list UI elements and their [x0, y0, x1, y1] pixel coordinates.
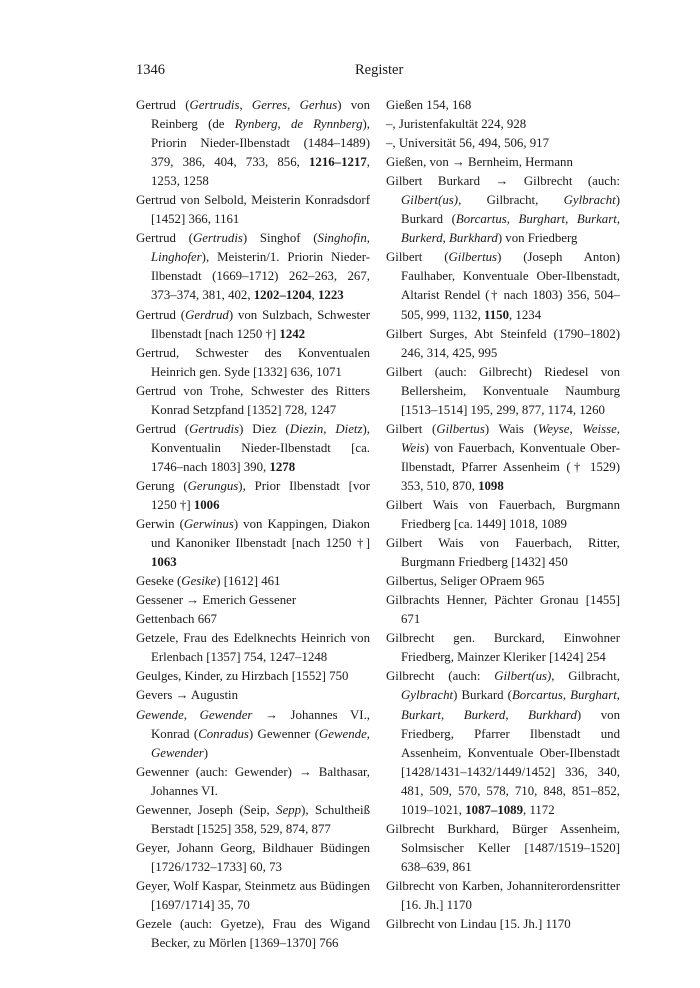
index-entry: Gilbrecht gen. Burckard, Einwohner Friedberg, Mainzer Kleriker [1424] 254 — [386, 631, 620, 665]
index-entry: Gertrud (Gertrudis) Diez (Diezin, Dietz), Konventualin Nieder-Ilbenstadt [ca. 1746–nach 1803] 390, 1278 — [136, 421, 371, 474]
index-entry: Gewenner, Joseph (Seip, Sepp), Schultheiß Berstadt [1525] 358, 529, 874, 877 — [136, 802, 370, 836]
index-entry: Geseke (Gesike) [1612] 461 — [136, 574, 281, 589]
index-entry: Gilbertus, Seliger OPraem 965 — [386, 574, 545, 589]
index-entry: Gertrud (Gertrudis, Gerres, Gerhus) von Reinberg (de Rynberg, de Rynnberg), Priorin Nieder-Ilbenstadt (1484–1489) 379, 386, 404, 733, 856, 1216–1217, 1253, 1258 — [136, 98, 371, 189]
index-entry: Gilbert (Gilbertus) Wais (Weyse, Weisse, Weis) von Fauerbach, Konventuale Ober-Ilbenstadt, Pfarrer Assenheim († 1529) 353, 510, 870, 1098 — [386, 421, 621, 493]
index-entry: Gevers → Augustin — [136, 688, 239, 703]
index-entry: Gertrud von Selbold, Meisterin Konradsdorf [1452] 366, 1161 — [136, 193, 370, 227]
index-entry: Gertrud von Trohe, Schwester des Ritters Konrad Setzpfand [1352] 728, 1247 — [136, 383, 370, 417]
page-number: 1346 — [136, 62, 165, 78]
index-entry: Gilbert Surges, Abt Steinfeld (1790–1802) 246, 314, 425, 995 — [386, 326, 620, 360]
index-entry: Gilbert Wais von Fauerbach, Burgmann Friedberg [ca. 1449] 1018, 1089 — [386, 497, 620, 532]
index-entry: Gewenner (auch: Gewender) → Balthasar, Johannes VI. — [136, 764, 370, 798]
index-entry: Gießen, von → Bernheim, Hermann — [386, 155, 573, 170]
index-entry: Gießen 154, 168 — [386, 98, 472, 112]
index-entry: Geyer, Wolf Kaspar, Steinmetz aus Büdingen [1697/1714] 35, 70 — [136, 878, 370, 912]
index-entry: Gilbrecht von Karben, Johanniterordensritter [16. Jh.] 1170 — [386, 878, 620, 912]
index-entry: –, Juristenfakultät 224, 928 — [386, 117, 527, 132]
index-entry: Gewende, Gewender → Johannes VI., Konrad (Conradus) Gewenner (Gewende, Gewender) — [136, 707, 370, 760]
index-entry: Gilbert Burkard → Gilbrecht (auch: Gilbert(us), Gilbracht, Gylbracht) Burkard (Borcartus, Burghart, Burkart, Burkerd, Burkhard) von Friedberg — [386, 174, 621, 246]
index-entry: Gerung (Gerungus), Prior Ilbenstadt [vor 1250 †] 1006 — [136, 478, 370, 512]
index-entry: Gerwin (Gerwinus) von Kappingen, Diakon und Kanoniker Ilbenstadt [nach 1250 †] 1063 — [136, 517, 370, 570]
index-entry: Gilbert Wais von Fauerbach, Ritter, Burgmann Friedberg [1432] 450 — [386, 536, 620, 570]
index-entry: Gilbrecht von Lindau [15. Jh.] 1170 — [386, 917, 571, 932]
index-entry: Getzele, Frau des Edelknechts Heinrich von Erlenbach [1357] 754, 1247–1248 — [136, 631, 370, 665]
index-entry: Gettenbach 667 — [136, 612, 217, 627]
index-entry: Gertrud (Gertrudis) Singhof (Singhofin, Linghofer), Meisterin/1. Priorin Nieder-Ilbenstadt (1669–1712) 262–263, 267, 373–374, 381, 402, 1202–1204, 1223 — [136, 231, 371, 303]
index-entry: Gertrud (Gerdrud) von Sulzbach, Schwester Ilbenstadt [nach 1250 †] 1242 — [136, 307, 370, 341]
index-entry: Geyer, Johann Georg, Bildhauer Büdingen [1726/1732–1733] 60, 73 — [136, 840, 370, 874]
index-entry: Gertrud, Schwester des Konventualen Heinrich gen. Syde [1332] 636, 1071 — [136, 345, 370, 379]
index-entry: Gilbrecht Burkhard, Bürger Assenheim, Solmsischer Keller [1487/1519–1520] 638–639, 861 — [386, 821, 620, 874]
index-column-right — [386, 96, 620, 934]
index-entry: Geulges, Kinder, zu Hirzbach [1552] 750 — [136, 669, 349, 684]
index-column-left — [136, 96, 370, 953]
index-entry: Gezele (auch: Gyetze), Frau des Wigand Becker, zu Mörlen [1369–1370] 766 — [136, 917, 370, 951]
running-title: Register — [355, 62, 404, 78]
index-entry: Gilbert (Gilbertus) (Joseph Anton) Faulhaber, Konventuale Ober-Ilbenstadt, Altarist Rendel († nach 1803) 356, 504–505, 999, 1132, 1150, 1234 — [386, 250, 620, 322]
index-entry: Gilbert (auch: Gilbrecht) Riedesel von Bellersheim, Konventuale Naumburg [1513–1514] 195, 299, 877, 1174, 1260 — [386, 364, 620, 417]
index-entry: Gilbrachts Henner, Pächter Gronau [1455] 671 — [386, 593, 620, 627]
index-entry: Gilbrecht (auch: Gilbert(us), Gilbracht, Gylbracht) Burkard (Borcartus, Burghart, Burkart, Burkerd, Burkhard) von Friedberg, Pfarrer Ilbenstadt und Assenheim, Konventuale Ober-Ilbenstadt [1428/1431–1432/1449/1452] 336, 340, 481, 509, 570, 578, 710, 848, 851–852, 1019–1021, 1087–1089, 1172 — [386, 669, 621, 817]
index-entry: Gessener → Emerich Gessener — [136, 593, 297, 608]
index-entry: –, Universität 56, 494, 506, 917 — [386, 136, 550, 151]
